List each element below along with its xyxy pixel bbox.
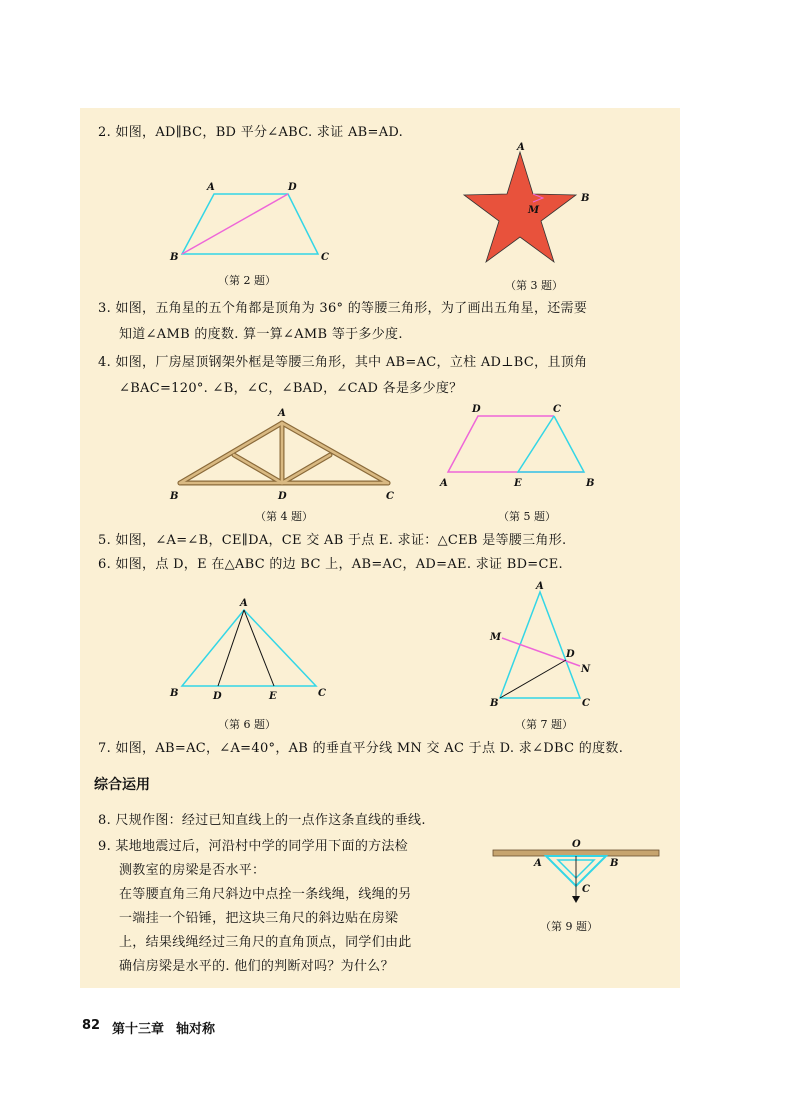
- fig5-label-d: D: [472, 404, 481, 415]
- fig7-label-n: N: [581, 664, 591, 675]
- caption-fig2: （第 2 题）: [218, 274, 276, 287]
- caption-fig4: （第 4 题）: [255, 510, 313, 523]
- fig9-label-b: B: [610, 858, 619, 869]
- problem-9-line4: 一端挂一个铅锤，把这块三角尺的斜边贴在房梁: [119, 911, 399, 926]
- fig7-label-d: D: [566, 649, 575, 660]
- fig2-label-d: D: [288, 182, 297, 193]
- problem-9-line3: 在等腰直角三角尺斜边中点拴一条线绳，线绳的另: [119, 887, 412, 902]
- problem-9-line2: 测教室的房梁是否水平：: [119, 863, 266, 878]
- fig6-label-a: A: [240, 598, 248, 609]
- problem-3-line2: 知道∠AMB 的度数. 算一算∠AMB 等于多少度.: [119, 327, 403, 342]
- problem-5: 5. 如图，∠A=∠B，CE∥DA，CE 交 AB 于点 E. 求证：△CEB 是等腰三角形.: [98, 533, 567, 548]
- problem-4-line1: 4. 如图，厂房屋顶钢架外框是等腰三角形，其中 AB=AC，立柱 AD⊥BC，且顶角: [98, 355, 588, 370]
- problem-9-line1: 9. 某地地震过后，河沿村中学的同学用下面的方法检: [98, 839, 409, 854]
- problem-2: 2. 如图，AD∥BC，BD 平分∠ABC. 求证 AB=AD.: [98, 125, 404, 140]
- fig2-label-b: B: [170, 252, 179, 263]
- caption-fig5: （第 5 题）: [498, 510, 556, 523]
- fig5-label-e: E: [514, 478, 522, 489]
- fig6-segment-ad: [218, 610, 244, 686]
- fig2-label-c: C: [321, 252, 329, 263]
- problem-6: 6. 如图，点 D，E 在△ABC 的边 BC 上，AB=AC，AD=AE. 求证 BD=CE.: [98, 557, 563, 572]
- fig6-label-e: E: [269, 691, 277, 702]
- fig6-label-d: D: [213, 691, 222, 702]
- fig9-label-a: A: [534, 858, 542, 869]
- fig5-label-b: B: [586, 478, 595, 489]
- fig5-cyan-edges: [518, 416, 584, 472]
- figure-2-trapezoid: [160, 178, 340, 268]
- caption-fig3: （第 3 题）: [505, 279, 563, 292]
- fig9-label-c: C: [582, 884, 590, 895]
- fig6-segment-ae: [244, 610, 274, 686]
- chapter-label: 第十三章: [112, 1022, 165, 1037]
- fig9-label-o: O: [572, 839, 581, 850]
- fig5-magenta-edges: [448, 416, 584, 472]
- fig3-label-b: B: [581, 193, 590, 204]
- fig9-plumb-bob: [572, 896, 580, 903]
- fig3-label-m: M: [528, 205, 540, 216]
- figure-3-star: [458, 140, 598, 275]
- caption-fig6: （第 6 题）: [218, 718, 276, 731]
- fig6-label-b: B: [170, 688, 179, 699]
- problem-9-line5: 上，结果线绳经过三角尺的直角顶点，同学们由此: [119, 935, 412, 950]
- figure-4-roof-truss: [168, 405, 408, 505]
- page-number: 82: [82, 1018, 101, 1033]
- caption-fig9: （第 9 题）: [540, 920, 598, 933]
- problem-7: 7. 如图，AB=AC，∠A=40°，AB 的垂直平分线 MN 交 AC 于点 D. 求∠DBC 的度数.: [98, 741, 624, 756]
- problem-8: 8. 尺规作图：经过已知直线上的一点作这条直线的垂线.: [98, 813, 426, 828]
- fig7-label-b: B: [490, 698, 499, 709]
- problem-4-line2: ∠BAC=120°. ∠B，∠C，∠BAD，∠CAD 各是多少度？: [119, 381, 463, 396]
- fig6-label-c: C: [318, 688, 326, 699]
- caption-fig7: （第 7 题）: [515, 718, 573, 731]
- fig3-label-a: A: [517, 142, 525, 153]
- fig7-segment-bd: [500, 660, 566, 698]
- chapter-title: 轴对称: [176, 1022, 216, 1037]
- figure-5-trapezoid: [436, 400, 606, 500]
- fig5-label-c: C: [553, 404, 561, 415]
- problem-9-line6: 确信房梁是水平的. 他们的判断对吗？为什么？: [119, 959, 394, 974]
- fig2-label-a: A: [207, 182, 215, 193]
- fig7-label-a: A: [536, 581, 544, 592]
- problem-3-line1: 3. 如图，五角星的五个角都是顶角为 36° 的等腰三角形，为了画出五角星，还需要: [98, 301, 588, 316]
- fig2-trapezoid-outline: [182, 194, 318, 254]
- fig5-label-a: A: [440, 478, 448, 489]
- section-title: 综合运用: [94, 777, 150, 793]
- fig4-label-b: B: [170, 491, 179, 502]
- figure-7-triangle: [484, 580, 604, 710]
- fig7-label-c: C: [582, 698, 590, 709]
- fig7-triangle-abc: [500, 592, 580, 698]
- fig4-label-c: C: [386, 491, 394, 502]
- fig3-star: [464, 152, 576, 262]
- fig7-label-m: M: [490, 632, 502, 643]
- figure-6-triangle: [168, 596, 338, 706]
- fig4-label-d: D: [278, 491, 287, 502]
- fig4-label-a: A: [278, 408, 286, 419]
- figure-9-beam-level: [488, 832, 663, 912]
